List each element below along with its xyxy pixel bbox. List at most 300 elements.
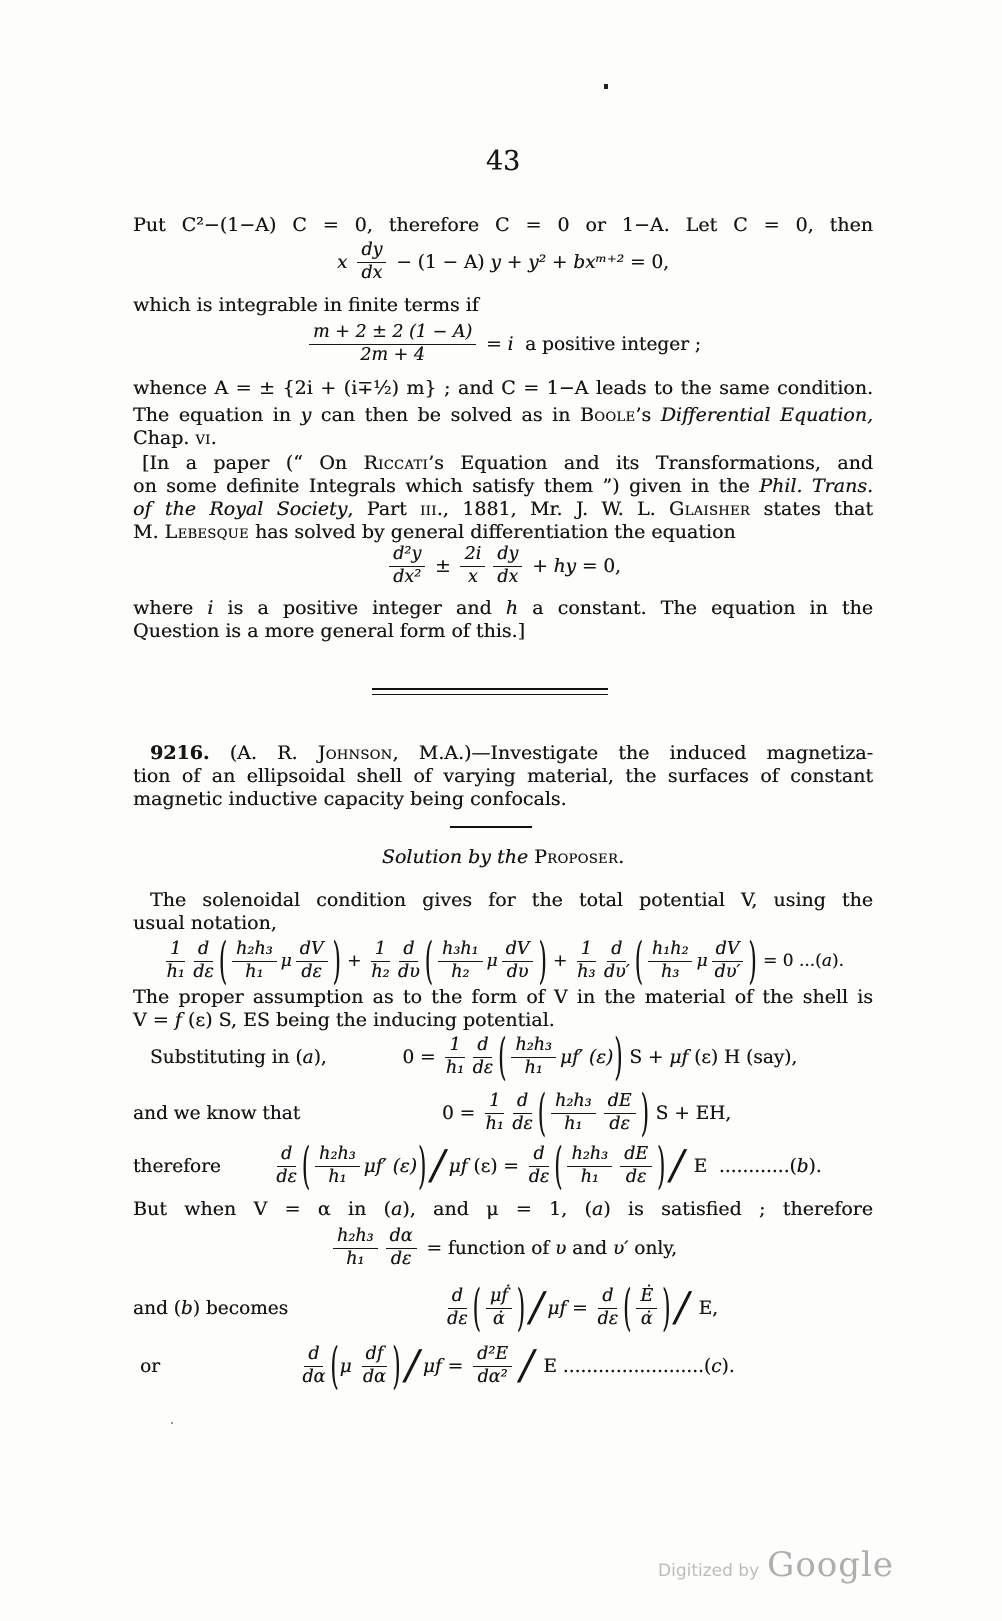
fraction-numerator: d (304, 1345, 323, 1367)
text-run: Boole (579, 404, 636, 426)
fraction-denominator: h₁ (346, 1248, 365, 1269)
fraction-denominator: dυ′ (603, 961, 630, 982)
paren-contents (311, 1145, 417, 1187)
fraction-numerator: dα (386, 1227, 417, 1249)
math-text: μ (696, 951, 708, 971)
fraction-numerator: h₃h₁ (438, 940, 483, 962)
text-run: i (207, 597, 214, 619)
equation-function (133, 1222, 873, 1274)
math-text: μf (547, 1297, 567, 1319)
ink-speck-2 (171, 1422, 173, 1424)
math-text: c (711, 1355, 722, 1377)
math-text: υ (555, 1237, 567, 1259)
math-text: μf (422, 1355, 442, 1377)
fraction-denominator: h₂ (451, 961, 470, 982)
text-run: [In a paper (“ On (142, 452, 364, 474)
line-where-2 (133, 620, 873, 643)
math-fraction (362, 1345, 388, 1387)
math-text: S + (623, 1046, 670, 1068)
fraction-numerator: d (513, 1092, 532, 1114)
math-text: E, (692, 1297, 719, 1319)
math-text: S + EH, (649, 1102, 732, 1124)
text-run: Lebesque (164, 521, 249, 543)
fraction-numerator: 1 (445, 1036, 464, 1058)
fraction-denominator: dε (193, 961, 214, 982)
math-text: + (546, 251, 574, 273)
equation-lebesgue-body (133, 545, 873, 587)
math-fraction (460, 545, 485, 587)
fraction-numerator: 1 (485, 1092, 504, 1114)
text-run: , M.A.)—Investigate the induced magnetiza- (392, 742, 873, 764)
math-fraction (302, 1345, 325, 1387)
open-paren: ( (424, 932, 433, 990)
text-run: ), and μ = 1, ( (402, 1198, 592, 1220)
math-fraction (598, 1287, 619, 1329)
fraction-numerator: d (473, 1036, 492, 1058)
text-run: Phil. Trans. (759, 475, 873, 497)
fraction-denominator: dα² (477, 1366, 508, 1387)
fraction-numerator: h₂h₃ (511, 1036, 556, 1058)
math-text: y² (528, 251, 546, 273)
math-text: μ (339, 1355, 358, 1377)
math-fraction (232, 940, 277, 982)
fraction-denominator: 2m + 4 (360, 344, 425, 365)
math-paren-group (472, 1279, 526, 1337)
fraction-numerator: d (607, 940, 626, 962)
solution-para-line-1 (133, 889, 873, 912)
fraction-denominator: h₃ (577, 961, 596, 982)
math-fraction (493, 545, 522, 587)
equation-c-body: $\frac{d}{d\alpha}$ ( μ $\frac{df}{d\alpha}$ ) / μf = $\frac{\text{d²E}}{\text{dα²}}$ / E ........................( c ). (302, 1337, 735, 1395)
line-boole-1 (133, 404, 873, 427)
text-run: ) becomes (192, 1297, 289, 1319)
text-run: . (618, 846, 625, 868)
math-text: (ε) = (467, 1155, 525, 1177)
math-fraction (371, 940, 390, 982)
paren-contents (434, 940, 537, 982)
fraction-denominator: h₁ (564, 1113, 583, 1134)
math-text: i (507, 333, 514, 355)
fraction-denominator: h₃ (661, 961, 680, 982)
line-but-when (133, 1198, 873, 1221)
fraction-denominator: dε (301, 961, 322, 982)
math-text: + (547, 951, 573, 971)
bracket-paragraph-line-2 (133, 475, 873, 498)
line-whence (133, 377, 873, 400)
close-paren: ) (640, 1084, 649, 1142)
math-fraction (473, 1036, 494, 1078)
fraction-numerator: μḟ (486, 1287, 512, 1309)
open-paren: ( (498, 1028, 507, 1086)
text-run: Johnson (317, 742, 393, 764)
text-run: Proposer (534, 846, 619, 868)
equation-substituting-body (327, 1028, 873, 1086)
equation-a-body (133, 932, 873, 990)
text-run: b (180, 1297, 193, 1319)
math-text: bxᵐ⁺² (573, 251, 625, 273)
fraction-numerator: d (448, 1287, 467, 1309)
text-run: ’s Equation and its Transformations, and (428, 452, 873, 474)
math-paren-group (634, 932, 758, 990)
text-run: or (140, 1355, 160, 1377)
math-text: + (341, 951, 367, 971)
fraction-numerator: df (362, 1345, 388, 1367)
text-run: Chap. (133, 427, 196, 449)
math-text: y (490, 251, 501, 273)
text-run: has solved by general differentiation the equation (248, 521, 736, 543)
math-fraction (604, 1092, 636, 1134)
math-fraction (166, 940, 185, 982)
equation-know-label (133, 1103, 300, 1124)
close-paren: ) (417, 1137, 427, 1195)
paragraph-integrable (133, 294, 873, 317)
open-paren: ( (634, 932, 643, 990)
text-run: y (300, 404, 312, 426)
math-fraction (712, 940, 744, 982)
equation-riccati-body (133, 241, 873, 283)
math-fraction (447, 1287, 468, 1329)
fraction-denominator: dx (361, 262, 383, 283)
math-fraction (511, 1036, 556, 1078)
text-run: which is integrable in finite terms if (133, 294, 479, 316)
math-text: + (526, 555, 554, 577)
math-text: = 0, (624, 251, 669, 273)
math-text: υ′ (612, 1237, 629, 1259)
problem-9216-line-2 (133, 765, 873, 788)
fraction-denominator: h₁ (245, 961, 264, 982)
fraction-numerator: dV (296, 940, 328, 962)
open-paren: ( (554, 1137, 563, 1195)
text-run: is a positive integer and (213, 597, 506, 619)
text-run: (A. R. (209, 742, 318, 764)
math-fraction (636, 1287, 657, 1329)
text-run: vi. (195, 427, 218, 449)
close-paren: ) (392, 1337, 401, 1395)
fraction-numerator: d (598, 1287, 617, 1309)
text-run: usual notation, (133, 912, 277, 934)
fraction-numerator: Ė (636, 1287, 657, 1309)
math-fraction (486, 1287, 512, 1329)
math-text: only, (628, 1237, 678, 1259)
fraction-numerator: h₂h₃ (315, 1145, 360, 1167)
text-run: a (591, 1198, 604, 1220)
fraction-denominator: dε (390, 1248, 412, 1269)
text-run: and ( (133, 1297, 181, 1319)
math-text: a positive integer ; (513, 333, 702, 355)
text-run: V = (133, 1009, 175, 1031)
text-run: ) is satisfied ; therefore (603, 1198, 873, 1220)
paren-contents (563, 1145, 656, 1187)
fraction-denominator: h₁ (524, 1057, 543, 1078)
text-run: states that (750, 498, 873, 520)
solution-heading (133, 846, 873, 869)
math-fraction (604, 940, 630, 982)
text-run: a (302, 1046, 314, 1068)
fraction-denominator: dε (597, 1308, 619, 1329)
math-fraction (276, 1145, 297, 1187)
fraction-numerator: m + 2 ± 2 (1 − A) (309, 323, 476, 345)
bracket-paragraph-line-1 (133, 452, 873, 475)
paren-contents (632, 1287, 661, 1329)
equation-substituting-label (150, 1047, 327, 1068)
section-rule (450, 826, 532, 828)
fraction-denominator: dα (362, 1366, 386, 1387)
math-text: 0 = (442, 1102, 482, 1124)
equation-substituting (133, 1028, 873, 1086)
text-run: can then be solved as in (311, 404, 580, 426)
equation-lebesgue (133, 541, 873, 591)
text-run: of the Royal Society (133, 498, 348, 520)
paren-contents (340, 1345, 392, 1387)
math-paren-group (553, 1137, 666, 1195)
fraction-denominator: dx² (393, 566, 422, 587)
math-fraction (193, 940, 214, 982)
fraction-denominator: h₂ (371, 961, 390, 982)
fraction-numerator: dV (502, 940, 534, 962)
math-fraction (502, 940, 534, 982)
fraction-denominator: dε (472, 1057, 494, 1078)
text-run: tion of an ellipsoidal shell of varying material, the surfaces of constant (133, 765, 873, 787)
text-run: Substituting in ( (150, 1046, 303, 1068)
fraction-numerator: dV (712, 940, 744, 962)
fraction-denominator: h₁ (328, 1166, 347, 1187)
math-text: x (337, 251, 354, 273)
fraction-numerator: dE (620, 1145, 652, 1167)
text-run: on some definite Integrals which satisfy them ”) given in the (133, 475, 760, 497)
math-fraction (577, 940, 596, 982)
open-paren: ( (218, 932, 228, 990)
math-text: 0 = (402, 1046, 442, 1068)
line-boole-2 (133, 427, 873, 450)
text-run: magnetic inductive capacity being confocals. (133, 788, 567, 810)
fraction-denominator: h₁ (580, 1166, 599, 1187)
text-run: Question is a more general form of this.] (133, 620, 525, 642)
math-fraction (529, 1145, 550, 1187)
fraction-denominator: dx (497, 566, 519, 587)
open-paren: ( (301, 1137, 311, 1195)
math-text: μf (448, 1155, 468, 1177)
fraction-numerator: dy (493, 545, 522, 567)
math-fraction (398, 940, 420, 982)
assumption-line-1 (133, 986, 873, 1009)
close-paren: ) (516, 1279, 525, 1337)
paren-contents (507, 1036, 613, 1078)
text-run: Put C²−(1−A) C = 0, therefore C = 0 or 1−A. Let C = 0, then (133, 214, 873, 236)
text-run: and we know that (133, 1102, 301, 1124)
fraction-denominator: α̇ (640, 1308, 653, 1329)
fraction-denominator: dε (512, 1113, 533, 1134)
equation-function-body (133, 1227, 873, 1269)
fraction-numerator: d (194, 940, 213, 962)
math-text: μf′ (ε) (363, 1155, 417, 1177)
equation-becomes-label (133, 1298, 288, 1319)
equation-c (133, 1337, 873, 1395)
fraction-numerator: h₂h₃ (567, 1145, 612, 1167)
math-text: = (441, 1355, 470, 1377)
text-run: ’s (635, 404, 661, 426)
fraction-denominator: x (467, 566, 478, 587)
close-paren: ) (332, 932, 341, 990)
text-run: But when V = α in ( (133, 1198, 391, 1220)
equation-becomes (133, 1279, 873, 1337)
text-run: a (390, 1198, 403, 1220)
math-paren-group (424, 932, 548, 990)
math-fraction (333, 1227, 378, 1269)
line-where-1 (133, 597, 873, 620)
math-text: and (566, 1237, 613, 1259)
fraction-numerator: 1 (577, 940, 596, 962)
math-text: ). (721, 1355, 735, 1377)
math-fraction (389, 545, 425, 587)
problem-9216-line-3 (133, 788, 873, 811)
math-text: = 0, (575, 555, 621, 577)
fraction-denominator: dυ (506, 961, 529, 982)
text-run: The proper assumption as to the form of V in the material of the shell is (133, 986, 873, 1008)
math-text: a (821, 951, 832, 971)
fraction-denominator: h₁ (445, 1057, 465, 1078)
fraction-numerator: d (399, 940, 418, 962)
math-text: E ........................( (537, 1355, 712, 1377)
open-paren: ( (330, 1337, 339, 1395)
text-run: , Part (347, 498, 421, 520)
fraction-denominator: dε (625, 1166, 647, 1187)
text-run: h (505, 597, 518, 619)
text-run: Riccati (363, 452, 429, 474)
close-paren: ) (614, 1028, 623, 1086)
math-text: ). (831, 951, 844, 971)
math-fraction (438, 940, 483, 982)
fraction-numerator: h₂h₃ (333, 1227, 378, 1249)
fraction-denominator: α̇ (492, 1308, 505, 1329)
math-paren-group (329, 1337, 401, 1395)
text-run: (ε) S, ES being the inducing potential. (181, 1009, 555, 1031)
fraction-numerator: d (529, 1145, 548, 1167)
text-run: f (174, 1009, 182, 1031)
fraction-denominator: dε (528, 1166, 550, 1187)
fraction-denominator: dυ′ (714, 961, 741, 982)
fraction-numerator: d²y (389, 545, 425, 567)
math-fraction (357, 241, 386, 283)
fraction-numerator: 1 (166, 940, 185, 962)
math-fraction (620, 1145, 652, 1187)
text-run: The equation in (133, 404, 301, 426)
math-text: + (500, 251, 529, 273)
fraction-numerator: h₂h₃ (551, 1092, 596, 1114)
math-paren-group (622, 1279, 671, 1337)
equation-b-label (133, 1156, 221, 1177)
text-run: therefore (133, 1155, 221, 1177)
text-run: whence A = ± {2i + (i∓½) m} ; and C = 1−A leads to the same condition. (133, 377, 873, 399)
fraction-numerator: h₁h₂ (648, 940, 693, 962)
close-paren: ) (657, 1137, 666, 1195)
equation-know (133, 1085, 873, 1141)
problem-9216-line-1 (133, 742, 873, 765)
fraction-numerator: 2i (460, 545, 485, 567)
close-paren: ) (748, 932, 757, 990)
math-text: E ............( (687, 1155, 797, 1177)
digitized-by-text: Digitized by (658, 1561, 760, 1581)
text-run: The solenoidal condition gives for the total potential V, using the (150, 889, 873, 911)
fraction-denominator: h₁ (485, 1113, 504, 1134)
close-paren: ) (538, 932, 547, 990)
math-text: ). (808, 1155, 822, 1177)
math-text: = (480, 333, 508, 355)
math-fraction (473, 1345, 512, 1387)
paren-contents (547, 1092, 640, 1134)
equation-becomes-body: $\frac{d}{d\varepsilon}$ ( $\frac{\text{μḟ}}{\alphȧ}$ ) / μf = $\frac{d}{d\varepsilon}$ ( $\frac{Ė}{\alphȧ}$ ) / E, (447, 1279, 719, 1337)
text-run: Solution by the (381, 846, 535, 868)
math-text: ± (429, 555, 457, 577)
math-fraction (551, 1092, 596, 1134)
math-text: (ε) H (say), (688, 1046, 798, 1068)
paragraph-put-c (133, 214, 873, 237)
math-paren-group (537, 1084, 650, 1142)
math-fraction (309, 323, 476, 365)
fraction-denominator: dε (609, 1113, 630, 1134)
google-watermark (658, 1545, 894, 1585)
close-paren: ) (662, 1279, 671, 1337)
equation-integer-condition (133, 318, 873, 370)
fraction-numerator: dy (357, 241, 386, 263)
equation-know-body (300, 1084, 873, 1142)
fraction-numerator: d²E (473, 1345, 512, 1367)
math-paren-group (497, 1028, 623, 1086)
equation-integer-condition-body (133, 323, 873, 365)
equation-c-label (140, 1356, 160, 1377)
math-fraction (386, 1227, 417, 1269)
math-text: = (566, 1297, 594, 1319)
fraction-denominator: dυ (397, 961, 420, 982)
math-fraction (567, 1145, 612, 1187)
open-paren: ( (472, 1279, 481, 1337)
math-text: μf (669, 1046, 689, 1068)
double-rule-divider (372, 688, 608, 695)
math-text: μf′ (ε) (559, 1046, 614, 1068)
text-run: M. (133, 521, 165, 543)
math-paren-group (218, 932, 342, 990)
math-fraction (445, 1036, 464, 1078)
fraction-numerator: dE (604, 1092, 636, 1114)
open-paren: ( (537, 1084, 546, 1142)
equation-a (133, 932, 873, 990)
equation-riccati (133, 237, 873, 287)
fraction-denominator: dε (447, 1308, 468, 1329)
fraction-denominator: dε (276, 1166, 297, 1187)
math-text: − (1 − A) (390, 251, 491, 273)
ink-speck-1 (604, 84, 608, 89)
text-run: ., 1881, Mr. J. W. L. (436, 498, 670, 520)
math-fraction (648, 940, 693, 982)
math-text: μ (280, 951, 292, 971)
fraction-denominator: dα (302, 1366, 326, 1387)
text-run: ), (313, 1046, 327, 1068)
paren-contents (228, 940, 331, 982)
math-paren-group (301, 1137, 427, 1195)
math-text: b (796, 1155, 809, 1177)
bracket-paragraph-line-3 (133, 498, 873, 521)
math-fraction (512, 1092, 533, 1134)
text-run: where (133, 597, 208, 619)
math-text: = 0 ...( (757, 951, 822, 971)
fraction-denominator: h₁ (166, 961, 185, 982)
text-run: Differential Equation, (660, 404, 873, 426)
math-fraction (296, 940, 328, 982)
text-run: 9216. (150, 742, 210, 764)
page-number: 43 (485, 146, 521, 177)
fraction-numerator: 1 (371, 940, 390, 962)
math-fraction (315, 1145, 360, 1187)
text-run: iii (420, 498, 437, 520)
